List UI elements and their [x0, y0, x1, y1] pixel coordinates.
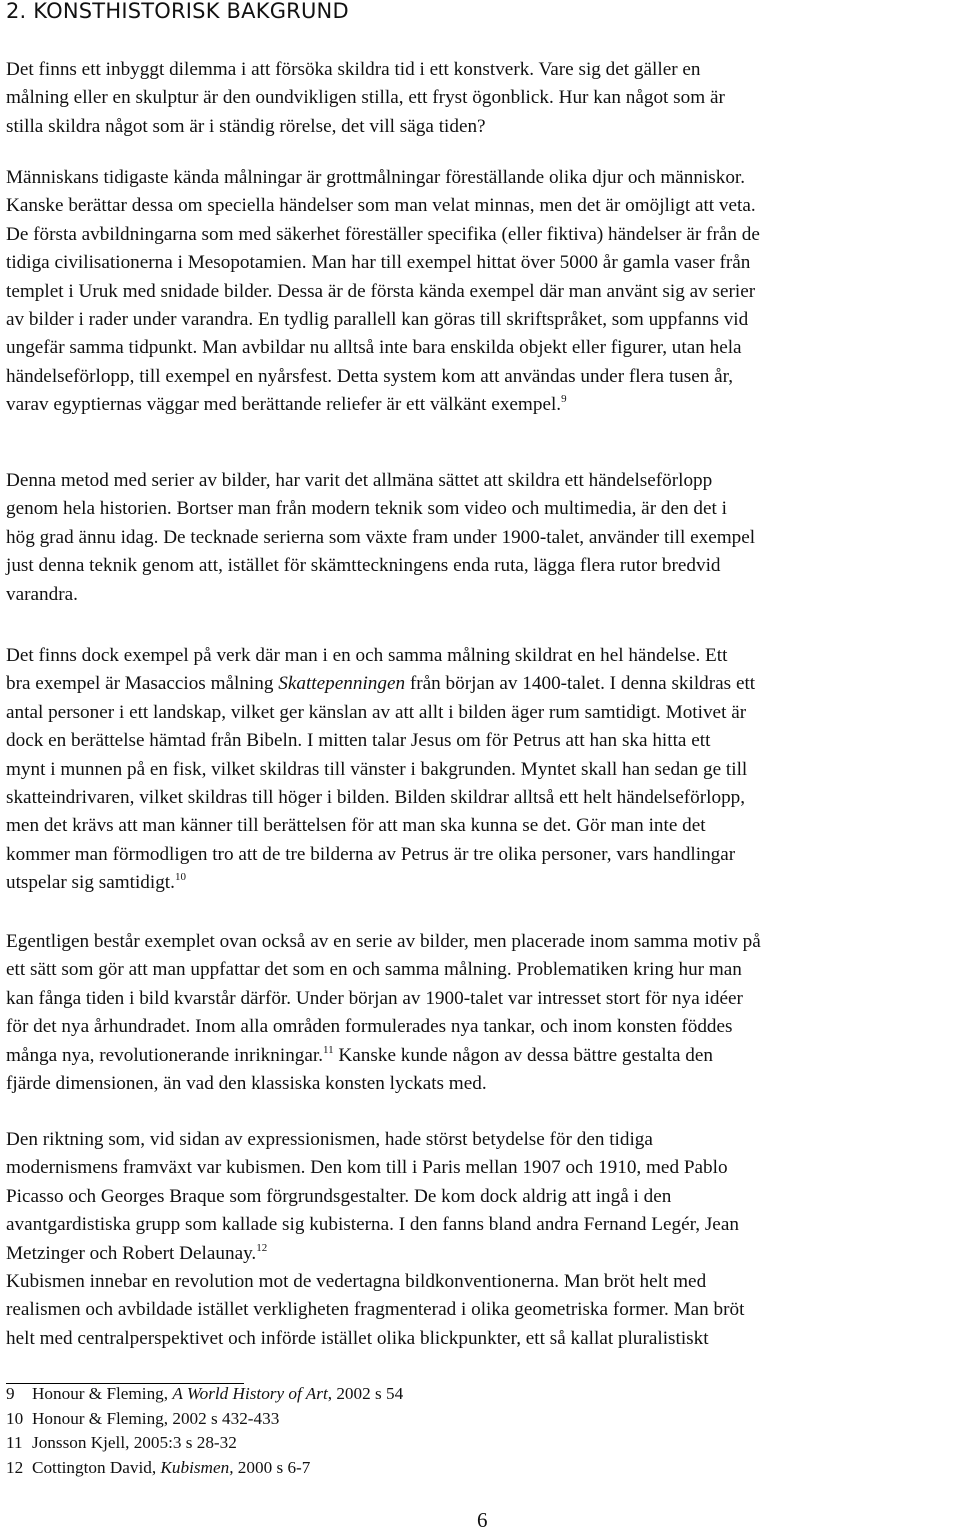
page-number: 6	[477, 1508, 488, 1532]
footnote-item	[6, 1407, 403, 1432]
text-run: från början av 1400-talet. I denna skildras ett	[405, 673, 756, 695]
text-line: av bilder i rader under varandra. En tydlig parallell kan göras till skriftspråket, som uppfanns vid	[6, 309, 749, 331]
text-line: kan fånga tiden i bild kvarstår därför. Under början av 1900-talet var intresset stort för nya idéer	[6, 987, 743, 1009]
footnote-ref[interactable]: 10	[174, 871, 186, 884]
footnote-item	[6, 1382, 403, 1407]
text-line: Denna metod med serier av bilder, har varit det allmäna sättet att skildra ett händelseförlopp	[6, 470, 713, 491]
paragraph-cubism-origin	[6, 1126, 956, 1268]
text-line: templet i Uruk med snidade bilder. Dessa är de första kända exempel där man använt sig av serier	[6, 280, 756, 302]
text-line: just denna teknik genom att, istället för skämtteckningens enda ruta, lägga flera rutor bredvid	[6, 555, 721, 577]
footnote-number: 12	[6, 1457, 24, 1477]
paragraph-series	[6, 467, 956, 609]
text-line: stilla skildra något som är i ständig rörelse, det vill säga tiden?	[6, 115, 486, 137]
footnote-text: Cottington David,	[32, 1457, 161, 1477]
text-line: tidiga civilisationerna i Mesopotamien. Man har till exempel hittat över 5000 år gamla vaser från	[6, 252, 751, 274]
text-line: skatteindrivaren, vilket skildras till höger i bilden. Bilden skildrar alltså ett helt händelseförlopp,	[6, 787, 746, 809]
text-line	[6, 670, 956, 698]
text-line: händelseförlopp, till exempel en nyårsfest. Detta system kom att användas under flera tusen år,	[6, 365, 734, 387]
text-run: utspelar sig samtidigt.	[6, 872, 175, 894]
footnote-number: 11	[6, 1433, 23, 1452]
paragraph-cave-paintings	[6, 164, 956, 420]
text-line: varandra.	[6, 583, 78, 605]
text-run: bra exempel är Masaccios målning	[6, 673, 279, 695]
text-line: dock en berättelse hämtad från Bibeln. I mitten talar Jesus om för Petrus att han ska hitta ett	[6, 730, 711, 752]
text-line: målning eller en skulptur är den oundvikligen stilla, ett fryst ögonblick. Hur kan något som är	[6, 87, 725, 109]
text-line: Kubismen innebar en revolution mot de vedertagna bildkonventionerna. Man bröt helt med	[6, 1271, 707, 1292]
footnote-ref[interactable]: 11	[323, 1043, 334, 1056]
text-line: realismen och avbildade istället verkligheten fragmenterad i olika geometriska former. Man bröt	[6, 1299, 745, 1321]
section-heading: 2. KONSTHISTORISK BAKGRUND	[6, 0, 349, 23]
artwork-title: Skattepenningen	[278, 673, 406, 695]
text-line: Det finns dock exempel på verk där man i en och samma målning skildrat en hel händelse. Ett	[6, 645, 728, 666]
footnote-ref[interactable]: 12	[256, 1241, 268, 1254]
text-line: avantgardistiska grupp som kallade sig kubisterna. I den fanns bland andra Fernand Legér, Jean	[6, 1214, 739, 1236]
text-run: Kanske kunde någon av dessa bättre gestalta den	[333, 1044, 713, 1066]
text-line: mynt i munnen på en fisk, vilket skildras till vänster i bakgrunden. Myntet skall han sedan ge till	[6, 758, 748, 780]
paragraph-masaccio	[6, 642, 956, 898]
text-run: Metzinger och Robert Delaunay.	[6, 1242, 257, 1264]
text-line: hög grad ännu idag. De tecknade serierna som växte fram under 1900-talet, använder till exempel	[6, 526, 756, 548]
footnote-number: 9	[6, 1384, 15, 1403]
footnote-item	[6, 1456, 403, 1481]
text-line: men det krävs att man känner till berättelsen för att man ska kunna se det. Gör man inte det	[6, 815, 706, 837]
text-line: fjärde dimensionen, än vad den klassiska konsten lyckats med.	[6, 1073, 487, 1095]
footnote-text: Honour & Fleming, 2002 s 432-433	[32, 1408, 280, 1428]
text-line: Picasso och Georges Braque som förgrundsgestalter. De kom dock aldrig att ingå i den	[6, 1185, 672, 1207]
footnote-title: A World History of Art	[172, 1384, 328, 1403]
text-line: för det nya århundradet. Inom alla områden formulerades nya tankar, och inom konsten föddes	[6, 1016, 733, 1038]
paragraph-cubism-revolution	[6, 1268, 956, 1353]
footnote-number: 10	[6, 1408, 24, 1428]
text-line	[6, 869, 956, 897]
text-line: ungefär samma tidpunkt. Man avbildar nu alltså inte bara enskilda objekt eller figurer, utan hela	[6, 337, 742, 359]
text-line	[6, 1240, 956, 1268]
text-run: många nya, revolutionerande inrikningar.	[6, 1044, 324, 1066]
footnote-ref[interactable]: 9	[561, 393, 567, 406]
text-line: helt med centralperspektivet och införde istället olika blickpunkter, ett så kallat pluralistiskt	[6, 1327, 709, 1349]
text-run: varav egyptiernas väggar med berättande reliefer är ett välkänt exempel.	[6, 394, 562, 416]
text-line: Kanske berättar dessa om speciella händelser som man velat minnas, men det är omöjligt att veta.	[6, 195, 756, 217]
paragraph-intro	[6, 56, 956, 141]
footnote-text: 2000 s 6-7	[233, 1457, 311, 1477]
footnote-text: Jonsson Kjell, 2005:3 s 28-32	[32, 1433, 237, 1452]
text-line: ett sätt som gör att man uppfattar det som en och samma målning. Problematiken kring hur man	[6, 959, 742, 981]
footnotes	[6, 1382, 403, 1480]
text-line	[6, 1042, 956, 1070]
footnote-text: Honour & Fleming,	[32, 1384, 173, 1403]
text-line: De första avbildningarna som med säkerhet föreställer specifika (eller fiktiva) händelser är från de	[6, 223, 760, 245]
paragraph-dimension	[6, 928, 956, 1098]
text-line: antal personer i ett landskap, vilket ger känslan av att allt i bilden äger rum samtidigt. Motivet är	[6, 701, 747, 723]
text-line: Egentligen består exemplet ovan också av en serie av bilder, men placerade inom samma motiv på	[6, 931, 761, 952]
footnote-text: , 2002 s 54	[327, 1384, 404, 1403]
footnote-title: Kubismen,	[160, 1457, 234, 1477]
text-line: genom hela historien. Bortser man från modern teknik som video och multimedia, är den det i	[6, 498, 727, 520]
text-line: Människans tidigaste kända målningar är grottmålningar föreställande olika djur och människor.	[6, 167, 746, 188]
text-line: Den riktning som, vid sidan av expressionismen, hade störst betydelse för den tidiga	[6, 1129, 653, 1150]
text-line: kommer man förmodligen tro att de tre bilderna av Petrus är tre olika personer, vars handlingar	[6, 843, 736, 865]
text-line	[6, 391, 956, 419]
footnote-item	[6, 1431, 403, 1456]
text-line: Det finns ett inbyggt dilemma i att försöka skildra tid i ett konstverk. Vare sig det gäller en	[6, 59, 701, 80]
text-line: modernismens framväxt var kubismen. Den kom till i Paris mellan 1907 och 1910, med Pablo	[6, 1157, 728, 1179]
